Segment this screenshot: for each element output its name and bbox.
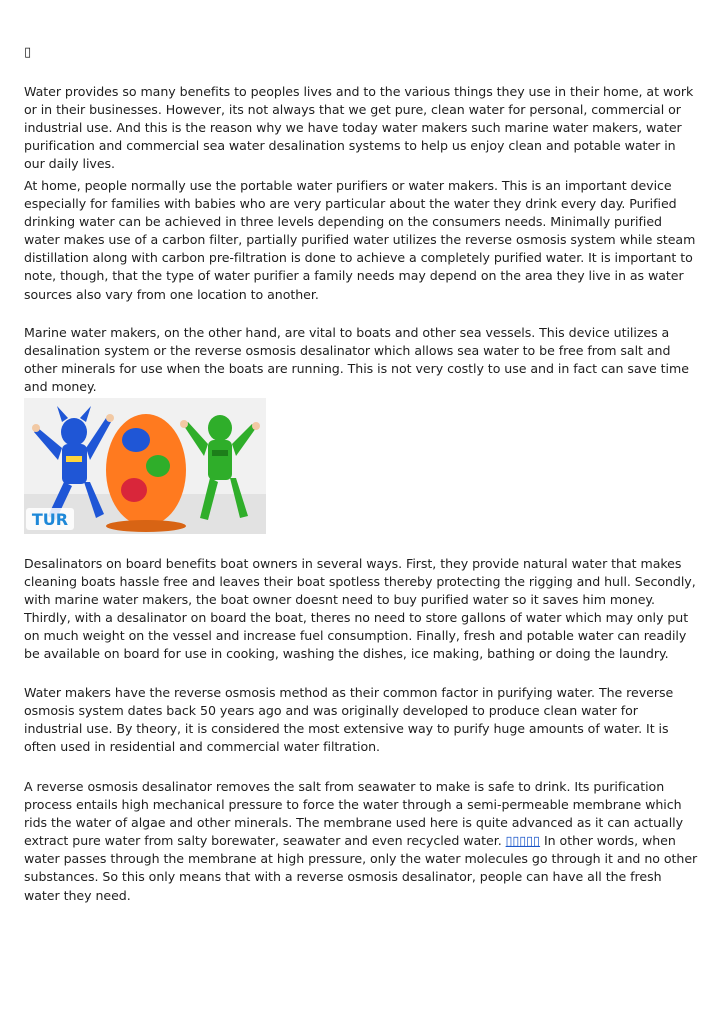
logo-text: TUR [31, 510, 69, 529]
paragraph-desalinator-benefits: Desalinators on board benefits boat owners in several ways. First, they provide natural water that makes cleaning boats hassle free and leaves their boat spotless thereby protecting the rigging and hull. Secondly, with marine water makers, the boat owner doesnt need to buy purified water so it saves him money. Thirdly, with a desalinator on board the boat, theres no need to store gallons of water which may only put on much weight on the vessel and increase fuel consumption. Finally, fresh and potable water can readily be available on board for use in cooking, washing the dishes, ice making, bathing or doing the laundry. [24, 556, 696, 662]
kids-costume-photo [24, 398, 266, 534]
paragraph-reverse-osmosis-method: Water makers have the reverse osmosis method as their common factor in purifying water. The reverse osmosis system dates back 50 years ago and was originally developed to produce clean water for industrial use. By theory, it is considered the most extensive way to purify huge amounts of water. It is often used in residential and commercial water filtration. [24, 685, 674, 755]
tur-logo [26, 508, 74, 530]
paragraph-marine-water-makers: Marine water makers, on the other hand, are vital to boats and other sea vessels. This device utilizes a desalination system or the reverse osmosis desalinator which allows sea water to be free from salt and other minerals for use when the boats are running. This is not very costly to use and in fact can save time and money. [24, 325, 689, 395]
paragraph-desalinator-text-a: A reverse osmosis desalinator removes the salt from seawater to make is safe to drink. Its purification process entails high mechanical pressure to force the water through a semi-permeable membrane which rids the water of algae and other minerals. The membrane used here is quite advanced as it can actually extract pure water from salty borewater, seawater and even recycled water. [24, 779, 684, 849]
photo-illustration [24, 398, 266, 534]
paragraph-desalinator-text-b: In other words, when water passes through the membrane at high pressure, only the water molecules go through it and no other substances. So this only means that with a reverse osmosis desalinator, people can have all the fresh water they need. [24, 833, 698, 903]
paragraph-home-purifiers: At home, people normally use the portable water purifiers or water makers. This is an important device especially for families with babies who are very particular about the water they drink every day. Purified drinking water can be achieved in three levels depending on the consumers needs. Minimally purified water makes use of a carbon filter, partially purified water utilizes the reverse osmosis system while steam distillation along with carbon pre-filtration is done to achieve a completely purified water. It is important to note, though, that the type of water purifier a family needs may depend on the area they live in as water sources also vary from one location to another. [24, 178, 696, 302]
inline-link[interactable]: ▯▯▯▯▯ [505, 833, 541, 849]
paragraph-intro: Water provides so many benefits to peoples lives and to the various things they use in their home, at work or in their businesses. However, its not always that we get pure, clean water for personal, commercial or industrial use. And this is the reason why we have today water makers such marine water makers, water purification and commercial sea water desalination systems to help us enjoy clean and potable water in our daily lives. [24, 84, 694, 172]
paragraph-desalinator-process [24, 778, 700, 905]
missing-glyph-heading: ▯ [24, 45, 32, 60]
